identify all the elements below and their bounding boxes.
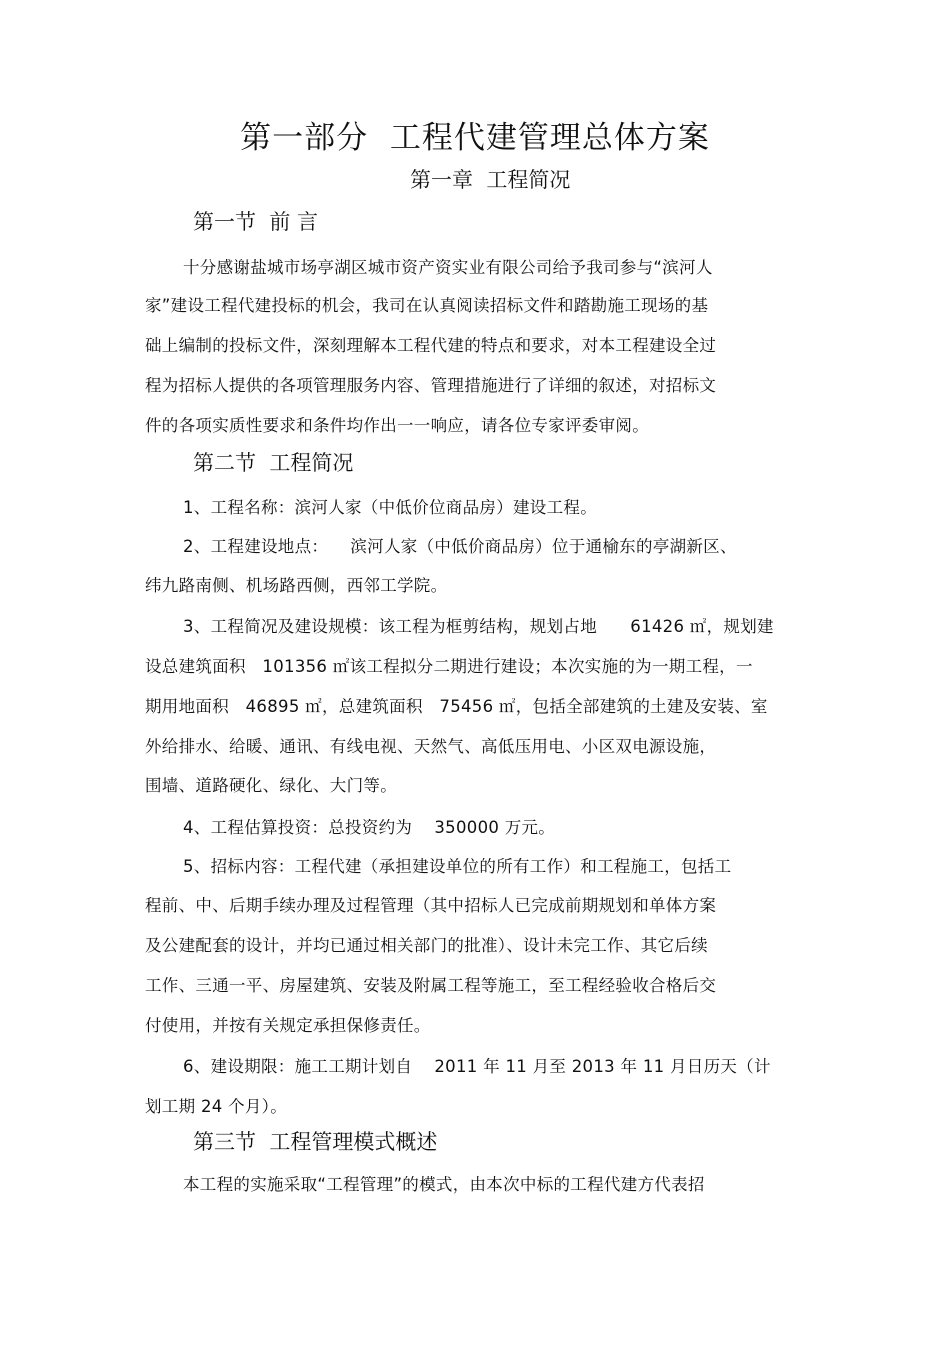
paragraph-line: 程前、中、后期手续办理及过程管理（其中招标人已完成前期规划和单体方案 bbox=[145, 896, 717, 915]
paragraph-line: 工作、三通一平、房屋建筑、安装及附属工程等施工，至工程经验收合格后交 bbox=[145, 976, 717, 995]
paragraph-line: 4、工程估算投资：总投资约为 350000 万元。 bbox=[183, 818, 556, 837]
document-title: 第一部分 工程代建管理总体方案 bbox=[240, 120, 710, 156]
paragraph-line: 围墙、道路硬化、绿化、大门等。 bbox=[145, 776, 397, 795]
paragraph-line: 划工期 24 个月）。 bbox=[145, 1097, 288, 1116]
paragraph-line: 本工程的实施采取“工程管理”的模式，由本次中标的工程代建方代表招 bbox=[183, 1175, 705, 1194]
section-heading-2: 第二节 工程简况 bbox=[193, 451, 354, 475]
paragraph-line: 十分感谢盐城市场亭湖区城市资产资实业有限公司给予我司参与“滨河人 bbox=[183, 258, 713, 277]
section-heading-1: 第一节 前 言 bbox=[193, 210, 319, 234]
section-heading-3: 第三节 工程管理模式概述 bbox=[193, 1130, 438, 1154]
paragraph-line: 纬九路南侧、机场路西侧，西邻工学院。 bbox=[145, 576, 448, 595]
paragraph-line: 础上编制的投标文件，深刻理解本工程代建的特点和要求，对本工程建设全过 bbox=[145, 336, 717, 355]
paragraph-line: 件的各项实质性要求和条件均作出一一响应，请各位专家评委审阅。 bbox=[145, 416, 649, 435]
paragraph-line: 2、工程建设地点： 滨河人家（中低价商品房）位于通榆东的亭湖新区、 bbox=[183, 537, 737, 556]
paragraph-line: 程为招标人提供的各项管理服务内容、管理措施进行了详细的叙述，对招标文 bbox=[145, 376, 717, 395]
paragraph-line: 期用地面积 46895 ㎡，总建筑面积 75456 ㎡，包括全部建筑的土建及安装、室 bbox=[145, 697, 768, 716]
paragraph-line: 付使用，并按有关规定承担保修责任。 bbox=[145, 1016, 431, 1035]
paragraph-line: 家”建设工程代建投标的机会，我司在认真阅读招标文件和踏勘施工现场的基 bbox=[145, 296, 709, 315]
paragraph-line: 1、工程名称：滨河人家（中低价位商品房）建设工程。 bbox=[183, 498, 597, 517]
paragraph-line: 5、招标内容：工程代建（承担建设单位的所有工作）和工程施工，包括工 bbox=[183, 857, 732, 876]
paragraph-line: 及公建配套的设计，并均已通过相关部门的批准）、设计未完工作、其它后续 bbox=[145, 936, 708, 955]
paragraph-line: 设总建筑面积 101356 ㎡该工程拟分二期进行建设；本次实施的为一期工程，一 bbox=[145, 657, 753, 676]
paragraph-line: 3、工程简况及建设规模：该工程为框剪结构，规划占地 61426 ㎡，规划建 bbox=[183, 617, 774, 636]
paragraph-line: 6、建设期限：施工工期计划自 2011 年 11 月至 2013 年 11 月日历天（计 bbox=[183, 1057, 771, 1076]
paragraph-line: 外给排水、给暖、通讯、有线电视、天然气、高低压用电、小区双电源设施， bbox=[145, 737, 717, 756]
chapter-heading: 第一章 工程简况 bbox=[410, 168, 571, 192]
